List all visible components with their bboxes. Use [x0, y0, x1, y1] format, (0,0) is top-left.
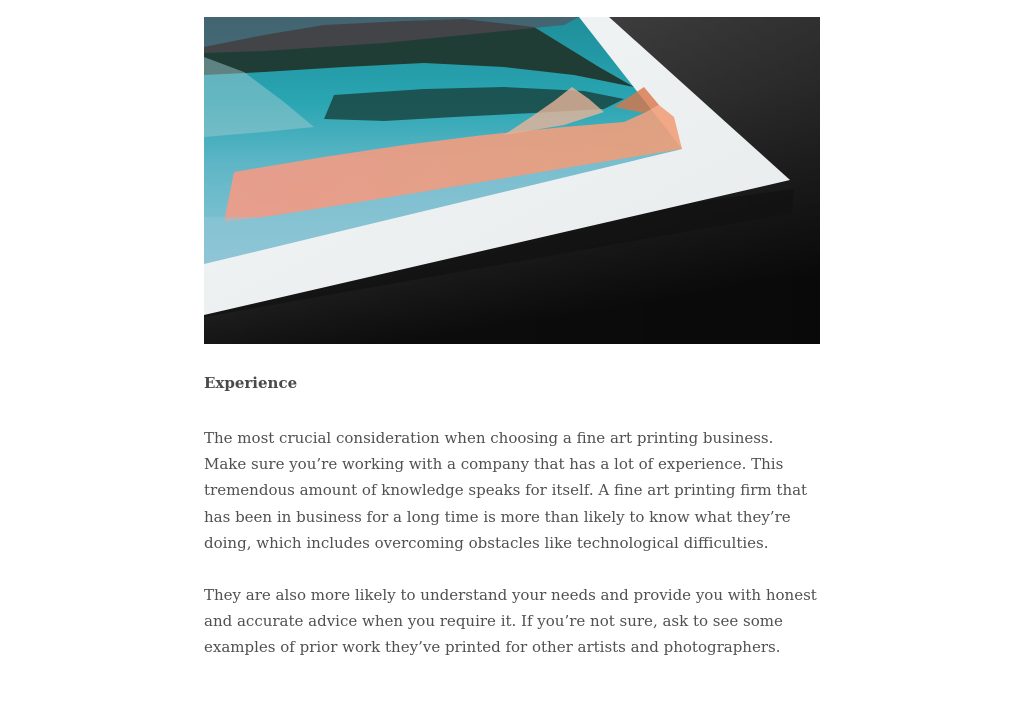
hero-image — [204, 17, 820, 344]
photo-print-image — [204, 17, 820, 344]
section-heading: Experience — [204, 374, 298, 392]
paragraph-1: The most crucial consideration when choosing a fine art printing business. Make sure you’re working with a company that has a lot of experience. This tremendous amount of knowledge speaks for itself. A fine art printing firm that has been in business for a long time is more than likely to know what they’re doing, which includes overcoming obstacles like technological difficulties. — [204, 429, 808, 552]
paragraph-2: They are also more likely to understand your needs and provide you with honest and accurate advice when you require it. If you’re not sure, ask to see some examples of prior work they’ve printed for other artists and photographers. — [204, 586, 817, 657]
article — [204, 17, 820, 661]
